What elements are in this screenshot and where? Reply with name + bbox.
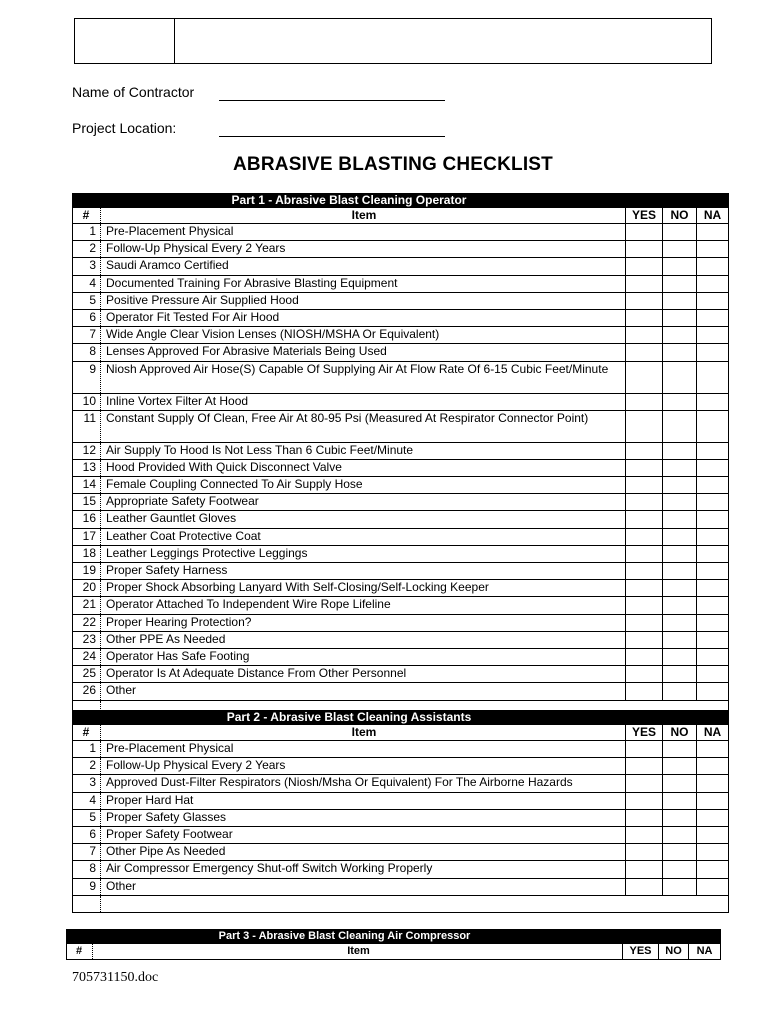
item-number: 11: [73, 410, 101, 442]
item-number: 17: [73, 528, 101, 545]
item-text: Operator Is At Adequate Distance From Other Personnel: [101, 666, 626, 683]
item-text: Leather Gauntlet Gloves: [101, 511, 626, 528]
yes-checkbox[interactable]: [626, 393, 663, 410]
item-text: Operator Has Safe Footing: [101, 648, 626, 665]
na-checkbox[interactable]: [697, 597, 729, 614]
yes-checkbox[interactable]: [626, 741, 663, 758]
yes-checkbox[interactable]: [626, 878, 663, 895]
col-header-number: #: [73, 725, 101, 741]
na-checkbox[interactable]: [697, 258, 729, 275]
location-field[interactable]: [219, 136, 445, 137]
yes-checkbox[interactable]: [626, 861, 663, 878]
na-checkbox[interactable]: [697, 580, 729, 597]
item-text: Pre-Placement Physical: [101, 741, 626, 758]
item-number: 1: [73, 224, 101, 241]
no-checkbox[interactable]: [663, 309, 697, 326]
item-text: Air Supply To Hood Is Not Less Than 6 Cubic Feet/Minute: [101, 442, 626, 459]
yes-checkbox[interactable]: [626, 666, 663, 683]
col-header-item: Item: [101, 208, 626, 224]
no-checkbox[interactable]: [663, 666, 697, 683]
col-header-na: NA: [697, 725, 729, 741]
na-checkbox[interactable]: [697, 344, 729, 361]
item-text: Proper Safety Glasses: [101, 809, 626, 826]
checklist-row: [73, 792, 729, 809]
item-text: Pre-Placement Physical: [101, 224, 626, 241]
item-text: Proper Shock Absorbing Lanyard With Self-Closing/Self-Locking Keeper: [101, 580, 626, 597]
yes-checkbox[interactable]: [626, 309, 663, 326]
col-header-item: Item: [93, 944, 623, 960]
yes-checkbox[interactable]: [626, 410, 663, 442]
yes-checkbox[interactable]: [626, 361, 663, 393]
checklist-row: [73, 327, 729, 344]
contractor-label: Name of Contractor: [72, 84, 195, 100]
no-checkbox[interactable]: [663, 494, 697, 511]
col-header-yes: YES: [626, 208, 663, 224]
no-checkbox[interactable]: [663, 224, 697, 241]
checklist-row: [73, 614, 729, 631]
checklist-row: [73, 844, 729, 861]
col-header-item: Item: [101, 725, 626, 741]
na-checkbox[interactable]: [697, 241, 729, 258]
section-band: [73, 194, 729, 208]
checklist-row: [73, 631, 729, 648]
no-checkbox[interactable]: [663, 758, 697, 775]
checklist-row: [73, 292, 729, 309]
na-checkbox[interactable]: [697, 775, 729, 792]
na-checkbox[interactable]: [697, 442, 729, 459]
no-checkbox[interactable]: [663, 844, 697, 861]
na-checkbox[interactable]: [697, 683, 729, 700]
checklist-row: [73, 241, 729, 258]
na-checkbox[interactable]: [697, 826, 729, 843]
yes-checkbox[interactable]: [626, 809, 663, 826]
yes-checkbox[interactable]: [626, 580, 663, 597]
item-text: Leather Leggings Protective Leggings: [101, 545, 626, 562]
blank-item-cell: [101, 895, 729, 912]
section-title: Part 3 - Abrasive Blast Cleaning Air Compressor: [67, 930, 623, 944]
checklist-row: [73, 758, 729, 775]
item-number: 4: [73, 792, 101, 809]
no-checkbox[interactable]: [663, 631, 697, 648]
na-checkbox[interactable]: [697, 614, 729, 631]
no-checkbox[interactable]: [663, 241, 697, 258]
no-checkbox[interactable]: [663, 563, 697, 580]
checklist-row: [73, 878, 729, 895]
item-text: Air Compressor Emergency Shut-off Switch Working Properly: [101, 861, 626, 878]
no-checkbox[interactable]: [663, 809, 697, 826]
na-checkbox[interactable]: [697, 844, 729, 861]
yes-checkbox[interactable]: [626, 775, 663, 792]
col-header-yes: YES: [626, 725, 663, 741]
no-checkbox[interactable]: [663, 545, 697, 562]
item-number: 22: [73, 614, 101, 631]
part2-checklist-table: [72, 710, 729, 913]
checklist-row: [73, 410, 729, 442]
item-text: Niosh Approved Air Hose(S) Capable Of Supplying Air At Flow Rate Of 6-15 Cubic Feet/Minute: [101, 361, 626, 393]
yes-checkbox[interactable]: [626, 563, 663, 580]
yes-checkbox[interactable]: [626, 614, 663, 631]
checklist-row: [73, 666, 729, 683]
checklist-row: [73, 361, 729, 393]
item-text: Operator Attached To Independent Wire Rope Lifeline: [101, 597, 626, 614]
yes-checkbox[interactable]: [626, 792, 663, 809]
na-checkbox[interactable]: [697, 275, 729, 292]
yes-checkbox[interactable]: [626, 275, 663, 292]
item-number: 10: [73, 393, 101, 410]
col-header-number: #: [73, 208, 101, 224]
no-checkbox[interactable]: [663, 292, 697, 309]
column-header-row: [67, 944, 721, 960]
item-text: Positive Pressure Air Supplied Hood: [101, 292, 626, 309]
item-number: 3: [73, 258, 101, 275]
no-checkbox[interactable]: [663, 580, 697, 597]
item-number: 25: [73, 666, 101, 683]
no-checkbox[interactable]: [663, 861, 697, 878]
col-header-yes: YES: [623, 944, 659, 960]
col-header-no: NO: [663, 725, 697, 741]
yes-checkbox[interactable]: [626, 292, 663, 309]
na-checkbox[interactable]: [697, 666, 729, 683]
checklist-row: [73, 580, 729, 597]
yes-checkbox[interactable]: [626, 648, 663, 665]
location-label: Project Location:: [72, 120, 177, 136]
no-checkbox[interactable]: [663, 528, 697, 545]
na-checkbox[interactable]: [697, 459, 729, 476]
section-band: [67, 930, 721, 944]
col-header-na: NA: [697, 208, 729, 224]
checklist-row: [73, 275, 729, 292]
no-checkbox[interactable]: [663, 477, 697, 494]
blank-row: [73, 895, 729, 912]
no-checkbox[interactable]: [663, 327, 697, 344]
yes-checkbox[interactable]: [626, 442, 663, 459]
col-header-number: #: [67, 944, 93, 960]
na-checkbox[interactable]: [697, 861, 729, 878]
item-text: Other Pipe As Needed: [101, 844, 626, 861]
item-number: 5: [73, 292, 101, 309]
na-checkbox[interactable]: [697, 631, 729, 648]
no-checkbox[interactable]: [663, 442, 697, 459]
checklist-row: [73, 809, 729, 826]
checklist-row: [73, 459, 729, 476]
yes-checkbox[interactable]: [626, 241, 663, 258]
na-checkbox[interactable]: [697, 224, 729, 241]
no-checkbox[interactable]: [663, 597, 697, 614]
na-checkbox[interactable]: [697, 528, 729, 545]
no-checkbox[interactable]: [663, 393, 697, 410]
section-band-fill: [626, 711, 729, 725]
item-text: Appropriate Safety Footwear: [101, 494, 626, 511]
col-header-na: NA: [689, 944, 721, 960]
item-number: 15: [73, 494, 101, 511]
no-checkbox[interactable]: [663, 361, 697, 393]
na-checkbox[interactable]: [697, 758, 729, 775]
column-header-row: [73, 725, 729, 741]
item-number: 18: [73, 545, 101, 562]
no-checkbox[interactable]: [663, 258, 697, 275]
section-title: Part 2 - Abrasive Blast Cleaning Assistants: [73, 711, 626, 725]
item-number: 1: [73, 741, 101, 758]
na-checkbox[interactable]: [697, 563, 729, 580]
item-text: Inline Vortex Filter At Hood: [101, 393, 626, 410]
item-text: Follow-Up Physical Every 2 Years: [101, 241, 626, 258]
item-number: 2: [73, 758, 101, 775]
na-checkbox[interactable]: [697, 477, 729, 494]
checklist-row: [73, 442, 729, 459]
na-checkbox[interactable]: [697, 410, 729, 442]
na-checkbox[interactable]: [697, 494, 729, 511]
checklist-row: [73, 528, 729, 545]
item-text: Other: [101, 683, 626, 700]
item-number: 7: [73, 327, 101, 344]
no-checkbox[interactable]: [663, 614, 697, 631]
item-number: 14: [73, 477, 101, 494]
na-checkbox[interactable]: [697, 309, 729, 326]
yes-checkbox[interactable]: [626, 631, 663, 648]
checklist-row: [73, 344, 729, 361]
item-text: Approved Dust-Filter Respirators (Niosh/Msha Or Equivalent) For The Airborne Hazards: [101, 775, 626, 792]
item-text: Proper Hearing Protection?: [101, 614, 626, 631]
na-checkbox[interactable]: [697, 327, 729, 344]
no-checkbox[interactable]: [663, 741, 697, 758]
no-checkbox[interactable]: [663, 792, 697, 809]
checklist-row: [73, 563, 729, 580]
checklist-row: [73, 683, 729, 700]
item-text: Leather Coat Protective Coat: [101, 528, 626, 545]
item-text: Proper Hard Hat: [101, 792, 626, 809]
item-text: Wide Angle Clear Vision Lenses (NIOSH/MSHA Or Equivalent): [101, 327, 626, 344]
item-number: 21: [73, 597, 101, 614]
na-checkbox[interactable]: [697, 511, 729, 528]
item-text: Saudi Aramco Certified: [101, 258, 626, 275]
part3-checklist-table: [66, 929, 721, 960]
item-number: 8: [73, 344, 101, 361]
yes-checkbox[interactable]: [626, 258, 663, 275]
item-number: 7: [73, 844, 101, 861]
yes-checkbox[interactable]: [626, 758, 663, 775]
checklist-row: [73, 511, 729, 528]
checklist-row: [73, 494, 729, 511]
item-text: Operator Fit Tested For Air Hood: [101, 309, 626, 326]
no-checkbox[interactable]: [663, 344, 697, 361]
item-text: Follow-Up Physical Every 2 Years: [101, 758, 626, 775]
na-checkbox[interactable]: [697, 741, 729, 758]
yes-checkbox[interactable]: [626, 528, 663, 545]
no-checkbox[interactable]: [663, 878, 697, 895]
section-band-fill: [623, 930, 721, 944]
item-text: Proper Safety Harness: [101, 563, 626, 580]
item-text: Other PPE As Needed: [101, 631, 626, 648]
na-checkbox[interactable]: [697, 393, 729, 410]
item-number: 9: [73, 361, 101, 393]
checklist-row: [73, 648, 729, 665]
yes-checkbox[interactable]: [626, 224, 663, 241]
checklist-row: [73, 597, 729, 614]
item-text: Other: [101, 878, 626, 895]
item-number: 6: [73, 309, 101, 326]
item-number: 16: [73, 511, 101, 528]
item-text: Lenses Approved For Abrasive Materials Being Used: [101, 344, 626, 361]
header-box-divider: [174, 19, 175, 63]
no-checkbox[interactable]: [663, 511, 697, 528]
na-checkbox[interactable]: [697, 648, 729, 665]
item-text: Proper Safety Footwear: [101, 826, 626, 843]
item-number: 26: [73, 683, 101, 700]
item-number: 13: [73, 459, 101, 476]
item-text: Hood Provided With Quick Disconnect Valve: [101, 459, 626, 476]
checklist-row: [73, 545, 729, 562]
item-number: 3: [73, 775, 101, 792]
yes-checkbox[interactable]: [626, 826, 663, 843]
footer-filename: 705731150.doc: [72, 970, 159, 985]
item-text: Constant Supply Of Clean, Free Air At 80-95 Psi (Measured At Respirator Connector Point): [101, 410, 626, 442]
checklist-row: [73, 826, 729, 843]
yes-checkbox[interactable]: [626, 459, 663, 476]
checklist-row: [73, 258, 729, 275]
yes-checkbox[interactable]: [626, 844, 663, 861]
section-title: Part 1 - Abrasive Blast Cleaning Operator: [73, 194, 626, 208]
yes-checkbox[interactable]: [626, 477, 663, 494]
checklist-row: [73, 741, 729, 758]
col-header-no: NO: [659, 944, 689, 960]
contractor-field[interactable]: [219, 100, 445, 101]
no-checkbox[interactable]: [663, 775, 697, 792]
yes-checkbox[interactable]: [626, 327, 663, 344]
yes-checkbox[interactable]: [626, 344, 663, 361]
col-header-no: NO: [663, 208, 697, 224]
na-checkbox[interactable]: [697, 292, 729, 309]
no-checkbox[interactable]: [663, 826, 697, 843]
item-number: 19: [73, 563, 101, 580]
blank-number-cell: [73, 895, 101, 912]
checklist-row: [73, 775, 729, 792]
na-checkbox[interactable]: [697, 878, 729, 895]
item-number: 4: [73, 275, 101, 292]
item-number: 2: [73, 241, 101, 258]
item-number: 6: [73, 826, 101, 843]
yes-checkbox[interactable]: [626, 494, 663, 511]
no-checkbox[interactable]: [663, 275, 697, 292]
document-title: ABRASIVE BLASTING CHECKLIST: [233, 154, 553, 175]
no-checkbox[interactable]: [663, 459, 697, 476]
item-number: 23: [73, 631, 101, 648]
checklist-row: [73, 224, 729, 241]
item-number: 12: [73, 442, 101, 459]
na-checkbox[interactable]: [697, 809, 729, 826]
no-checkbox[interactable]: [663, 683, 697, 700]
na-checkbox[interactable]: [697, 545, 729, 562]
yes-checkbox[interactable]: [626, 683, 663, 700]
part1-checklist-table: [72, 193, 729, 718]
item-number: 20: [73, 580, 101, 597]
header-box: [74, 18, 712, 64]
checklist-row: [73, 309, 729, 326]
checklist-row: [73, 393, 729, 410]
checklist-row: [73, 861, 729, 878]
item-number: 9: [73, 878, 101, 895]
yes-checkbox[interactable]: [626, 511, 663, 528]
column-header-row: [73, 208, 729, 224]
checklist-row: [73, 477, 729, 494]
yes-checkbox[interactable]: [626, 597, 663, 614]
no-checkbox[interactable]: [663, 648, 697, 665]
na-checkbox[interactable]: [697, 361, 729, 393]
no-checkbox[interactable]: [663, 410, 697, 442]
item-text: Documented Training For Abrasive Blasting Equipment: [101, 275, 626, 292]
item-number: 8: [73, 861, 101, 878]
item-text: Female Coupling Connected To Air Supply Hose: [101, 477, 626, 494]
yes-checkbox[interactable]: [626, 545, 663, 562]
item-number: 24: [73, 648, 101, 665]
section-band-fill: [626, 194, 729, 208]
section-band: [73, 711, 729, 725]
item-number: 5: [73, 809, 101, 826]
na-checkbox[interactable]: [697, 792, 729, 809]
